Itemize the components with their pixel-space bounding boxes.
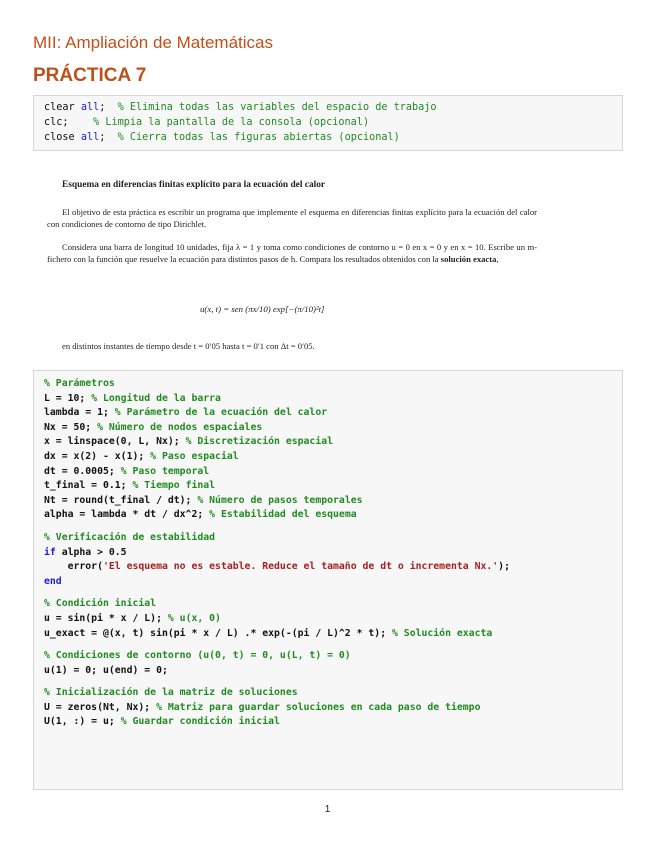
- code-line: end: [44, 575, 62, 587]
- blank-line: [44, 641, 612, 649]
- blank-line: [44, 678, 612, 686]
- code-line: u(1) = 0; u(end) = 0;: [44, 664, 168, 676]
- code-line: L = 10; % Longitud de la barra: [44, 392, 221, 404]
- section-heading: Esquema en diferencias finitas explícito para la ecuación del calor: [62, 180, 326, 190]
- code-line: if alpha > 0.5: [44, 546, 127, 558]
- code-line: dx = x(2) - x(1); % Paso espacial: [44, 450, 239, 462]
- code-line: Nt = round(t_final / dt); % Número de pasos temporales: [44, 494, 363, 506]
- code-line: u = sin(pi * x / L); % u(x, 0): [44, 612, 221, 624]
- paragraph: Considera una barra de longitud 10 unidades, fija λ = 1 y toma como condiciones de contorno u = 0 en x = 0 y en x = 10. Escribe un m-fichero con la función que resuelve la ecuación para distintos pasos de h. Compara los resultados obtenidos con la solución exacta,: [47, 242, 537, 264]
- paragraph: en distintos instantes de tiempo desde t = 0′05 hasta t = 0′1 con Δt = 0′05.: [62, 341, 315, 351]
- code-line: error('El esquema no es estable. Reduce el tamaño de dt o incrementa Nx.');: [44, 561, 510, 573]
- code-line: dt = 0.0005; % Paso temporal: [44, 465, 210, 477]
- code-line: t_final = 0.1; % Tiempo final: [44, 480, 216, 492]
- code-line: Nx = 50; % Número de nodos espaciales: [44, 421, 263, 433]
- setup-code-block[interactable]: [33, 95, 623, 151]
- code-line: % Condiciones de contorno (u(0, t) = 0, u(L, t) = 0): [44, 650, 351, 662]
- code-line: x = linspace(0, L, Nx); % Discretización espacial: [44, 436, 334, 448]
- code-line: U = zeros(Nt, Nx); % Matriz para guardar soluciones en cada paso de tiempo: [44, 701, 481, 713]
- code-line: % Condición inicial: [44, 598, 157, 610]
- main-code-block[interactable]: [33, 370, 623, 790]
- code-line: clc; % Limpia la pantalla de la consola (opcional): [44, 116, 370, 128]
- paragraph: El objetivo de esta práctica es escribir un programa que implemente el esquema en diferencias finitas explícito para la ecuación del calor con condiciones de contorno de tipo Dirichlet.: [47, 207, 537, 229]
- code-line: alpha = lambda * dt / dx^2; % Estabilidad del esquema: [44, 509, 357, 521]
- blank-line: [44, 523, 612, 531]
- code-line: % Parámetros: [44, 378, 115, 389]
- course-title: MII: Ampliación de Matemáticas: [33, 33, 273, 52]
- exact-solution-term: solución exacta: [440, 254, 497, 264]
- code-line: lambda = 1; % Parámetro de la ecuación del calor: [44, 407, 328, 419]
- code-line: U(1, :) = u; % Guardar condición inicial: [44, 716, 280, 728]
- code-line: % Inicialización de la matriz de soluciones: [44, 687, 298, 699]
- blank-line: [44, 589, 612, 597]
- code-line: clear all; % Elimina todas las variables del espacio de trabajo: [44, 102, 437, 113]
- code-line: close all; % Cierra todas las figuras abiertas (opcional): [44, 131, 400, 143]
- code-line: % Verificación de estabilidad: [44, 531, 216, 543]
- code-line: u_exact = @(x, t) sin(pi * x / L) .* exp(-(pi / L)^2 * t); % Solución exacta: [44, 627, 493, 639]
- page-number: 1: [324, 804, 331, 815]
- practice-title: PRÁCTICA 7: [33, 65, 147, 86]
- exact-solution-formula: u(x, t) = sen (πx/10) exp[−(π/10)²t]: [200, 304, 325, 314]
